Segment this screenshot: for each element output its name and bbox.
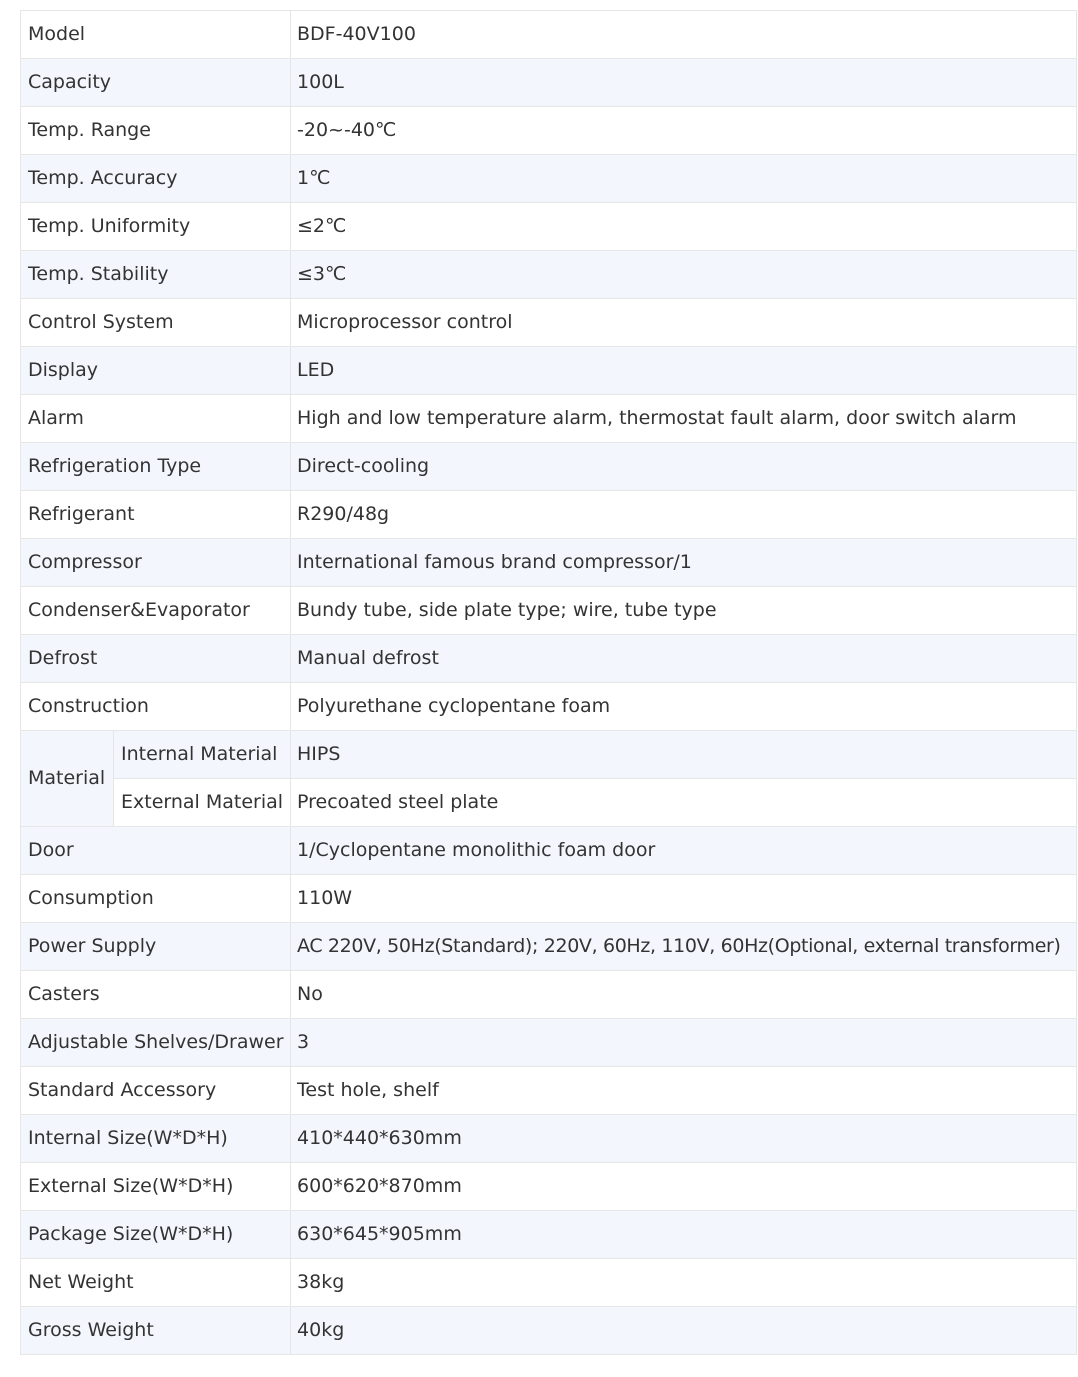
spec-value: HIPS bbox=[291, 731, 1077, 779]
table-row bbox=[21, 1259, 1077, 1307]
spec-label: Refrigerant bbox=[21, 491, 291, 539]
table-row bbox=[21, 539, 1077, 587]
spec-value: 100L bbox=[291, 59, 1077, 107]
spec-label: Temp. Uniformity bbox=[21, 203, 291, 251]
spec-value: -20~-40℃ bbox=[291, 107, 1077, 155]
table-row bbox=[21, 107, 1077, 155]
specification-table bbox=[20, 10, 1077, 1355]
spec-value: Precoated steel plate bbox=[291, 779, 1077, 827]
spec-value: ≤2℃ bbox=[291, 203, 1077, 251]
table-row bbox=[21, 1163, 1077, 1211]
spec-label: Display bbox=[21, 347, 291, 395]
table-row bbox=[21, 59, 1077, 107]
table-row bbox=[21, 299, 1077, 347]
spec-sub-label: Internal Material bbox=[114, 731, 291, 779]
spec-label: Standard Accessory bbox=[21, 1067, 291, 1115]
table-row bbox=[21, 683, 1077, 731]
table-row bbox=[21, 443, 1077, 491]
material-group-label: Material bbox=[21, 731, 114, 827]
table-row bbox=[21, 347, 1077, 395]
spec-label: Defrost bbox=[21, 635, 291, 683]
spec-value: 1/Cyclopentane monolithic foam door bbox=[291, 827, 1077, 875]
table-row bbox=[21, 827, 1077, 875]
spec-label: Temp. Accuracy bbox=[21, 155, 291, 203]
spec-value: AC 220V, 50Hz(Standard); 220V, 60Hz, 110V, 60Hz(Optional, external transformer) bbox=[291, 923, 1077, 971]
table-row bbox=[21, 1211, 1077, 1259]
spec-value: Manual defrost bbox=[291, 635, 1077, 683]
table-row bbox=[21, 491, 1077, 539]
table-row bbox=[21, 155, 1077, 203]
spec-value: High and low temperature alarm, thermostat fault alarm, door switch alarm bbox=[291, 395, 1077, 443]
table-row bbox=[21, 731, 1077, 779]
spec-value: BDF-40V100 bbox=[291, 11, 1077, 59]
table-row bbox=[21, 971, 1077, 1019]
table-row bbox=[21, 1115, 1077, 1163]
spec-label: Model bbox=[21, 11, 291, 59]
spec-label: External Size(W*D*H) bbox=[21, 1163, 291, 1211]
spec-value: LED bbox=[291, 347, 1077, 395]
spec-label: Alarm bbox=[21, 395, 291, 443]
table-row bbox=[21, 203, 1077, 251]
table-row bbox=[21, 251, 1077, 299]
table-row bbox=[21, 1019, 1077, 1067]
spec-value: Bundy tube, side plate type; wire, tube type bbox=[291, 587, 1077, 635]
spec-label: Net Weight bbox=[21, 1259, 291, 1307]
table-row bbox=[21, 587, 1077, 635]
spec-value: 630*645*905mm bbox=[291, 1211, 1077, 1259]
spec-label: Temp. Range bbox=[21, 107, 291, 155]
table-row bbox=[21, 875, 1077, 923]
spec-label: Refrigeration Type bbox=[21, 443, 291, 491]
spec-value: 40kg bbox=[291, 1307, 1077, 1355]
spec-label: Temp. Stability bbox=[21, 251, 291, 299]
spec-label: Package Size(W*D*H) bbox=[21, 1211, 291, 1259]
table-row bbox=[21, 11, 1077, 59]
spec-value: 410*440*630mm bbox=[291, 1115, 1077, 1163]
spec-value: 1℃ bbox=[291, 155, 1077, 203]
spec-value: R290/48g bbox=[291, 491, 1077, 539]
spec-label: Control System bbox=[21, 299, 291, 347]
spec-value: 110W bbox=[291, 875, 1077, 923]
spec-value: International famous brand compressor/1 bbox=[291, 539, 1077, 587]
spec-value: Direct-cooling bbox=[291, 443, 1077, 491]
table-row bbox=[21, 779, 1077, 827]
spec-value: Test hole, shelf bbox=[291, 1067, 1077, 1115]
spec-value: Polyurethane cyclopentane foam bbox=[291, 683, 1077, 731]
spec-label: Casters bbox=[21, 971, 291, 1019]
spec-value: 3 bbox=[291, 1019, 1077, 1067]
spec-value: ≤3℃ bbox=[291, 251, 1077, 299]
spec-label: Adjustable Shelves/Drawer bbox=[21, 1019, 291, 1067]
spec-value: Microprocessor control bbox=[291, 299, 1077, 347]
table-row bbox=[21, 635, 1077, 683]
spec-value: 38kg bbox=[291, 1259, 1077, 1307]
spec-label: Capacity bbox=[21, 59, 291, 107]
spec-sub-label: External Material bbox=[114, 779, 291, 827]
spec-value: 600*620*870mm bbox=[291, 1163, 1077, 1211]
spec-label: Construction bbox=[21, 683, 291, 731]
spec-label: Consumption bbox=[21, 875, 291, 923]
spec-label: Door bbox=[21, 827, 291, 875]
table-row bbox=[21, 1067, 1077, 1115]
table-row bbox=[21, 923, 1077, 971]
spec-label: Condenser&Evaporator bbox=[21, 587, 291, 635]
table-row bbox=[21, 1307, 1077, 1355]
spec-label: Power Supply bbox=[21, 923, 291, 971]
spec-label: Gross Weight bbox=[21, 1307, 291, 1355]
spec-label: Compressor bbox=[21, 539, 291, 587]
spec-label: Internal Size(W*D*H) bbox=[21, 1115, 291, 1163]
spec-value: No bbox=[291, 971, 1077, 1019]
table-row bbox=[21, 395, 1077, 443]
